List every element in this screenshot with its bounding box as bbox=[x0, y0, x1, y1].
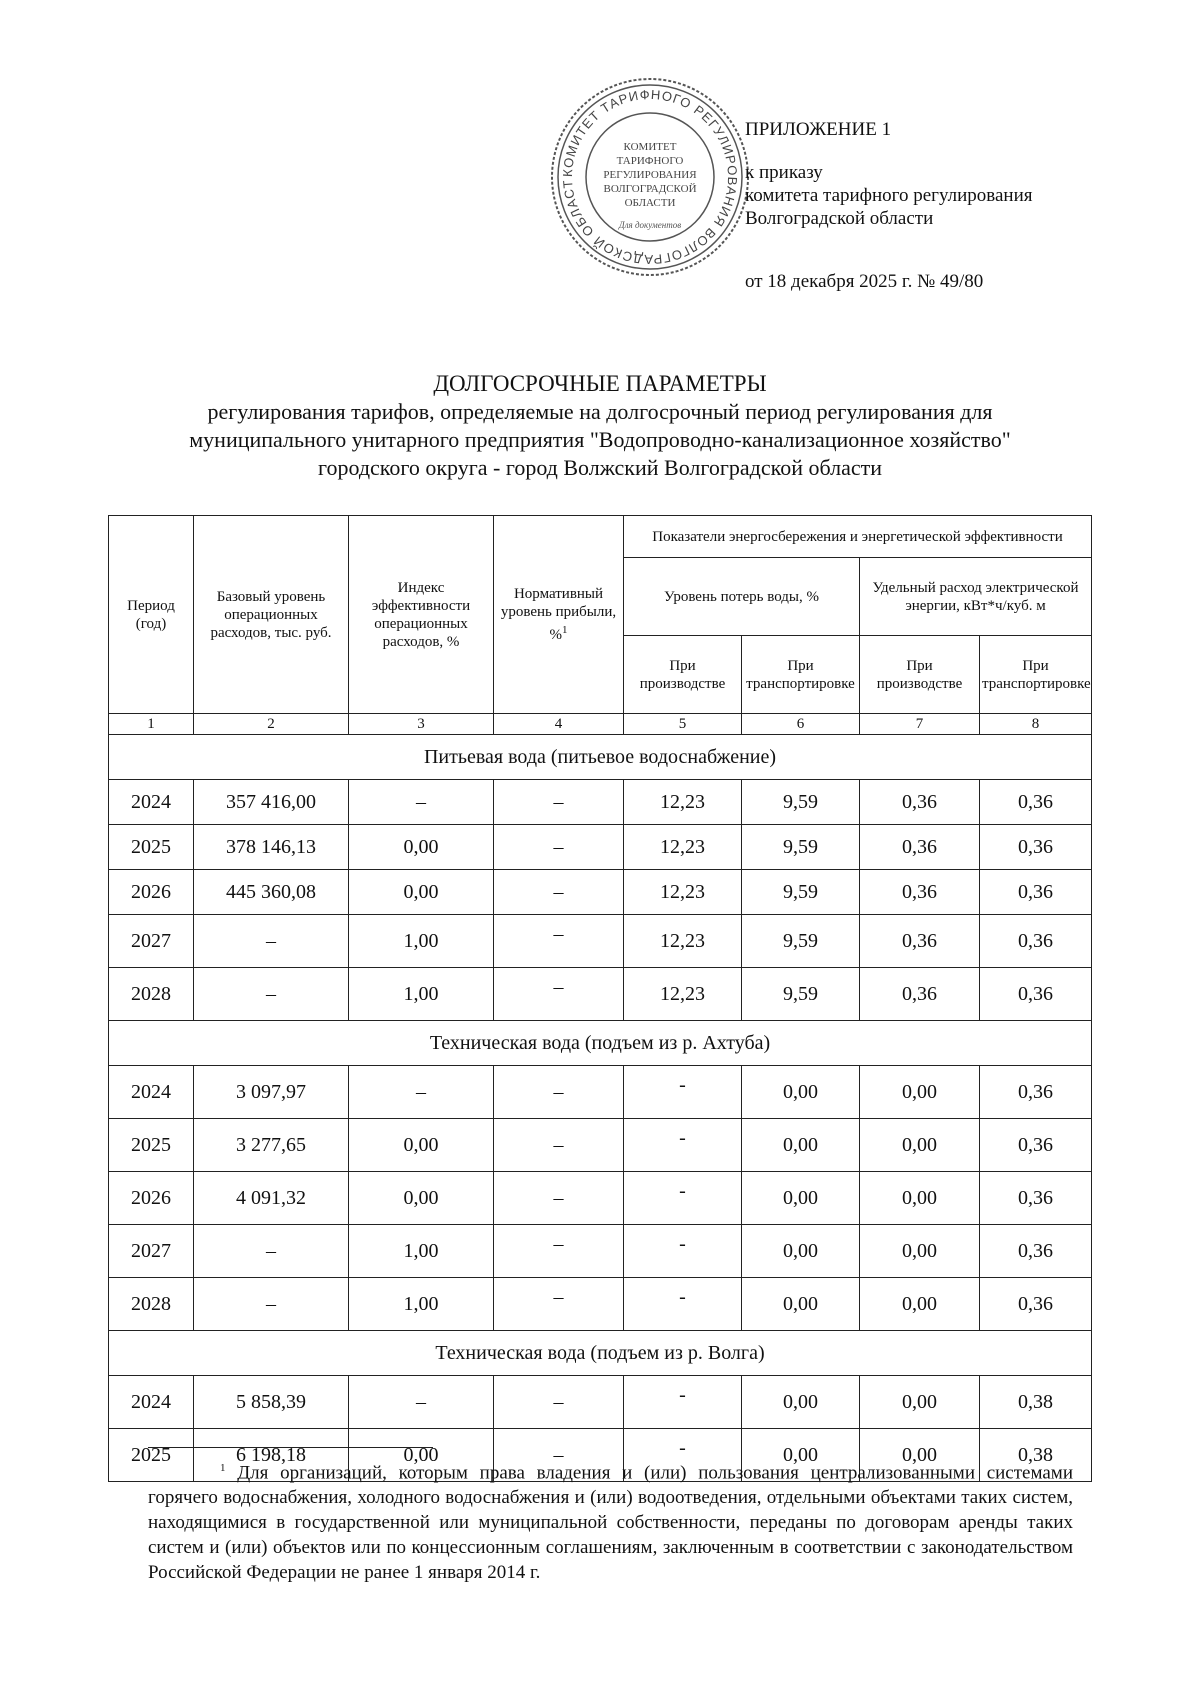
table-cell: 12,23 bbox=[624, 968, 742, 1021]
header-electric-consumption: Удельный расход электрической энергии, кВт*ч/куб. м bbox=[860, 558, 1092, 636]
table-cell: 1,00 bbox=[349, 1278, 494, 1331]
table-row bbox=[109, 825, 1092, 870]
table-row bbox=[109, 1119, 1092, 1172]
table-row bbox=[109, 1278, 1092, 1331]
table-cell: – bbox=[349, 1066, 494, 1119]
table-cell: - bbox=[624, 1172, 742, 1225]
table-cell: – bbox=[194, 1278, 349, 1331]
table-cell: 2025 bbox=[109, 1429, 194, 1482]
table-cell: 0,00 bbox=[349, 870, 494, 915]
table-cell: 0,36 bbox=[980, 915, 1092, 968]
table-cell: 9,59 bbox=[742, 968, 860, 1021]
table-cell: 0,00 bbox=[349, 1429, 494, 1482]
table-cell: – bbox=[494, 780, 624, 825]
table-cell: - bbox=[624, 1225, 742, 1278]
table-cell: 2027 bbox=[109, 915, 194, 968]
col-number: 4 bbox=[494, 714, 624, 735]
attachment-line-3: Волгоградской области bbox=[745, 208, 934, 229]
table-cell: 0,36 bbox=[860, 968, 980, 1021]
col-number: 7 bbox=[860, 714, 980, 735]
table-cell: 2028 bbox=[109, 1278, 194, 1331]
column-numbers-row bbox=[109, 714, 1092, 735]
table-cell: 0,00 bbox=[349, 1172, 494, 1225]
table-cell: – bbox=[494, 968, 624, 1021]
table-cell: 9,59 bbox=[742, 915, 860, 968]
table-row bbox=[109, 1172, 1092, 1225]
header-water-losses: Уровень потерь воды, % bbox=[624, 558, 860, 636]
table-cell: 445 360,08 bbox=[194, 870, 349, 915]
header-losses-transport: При транспортировке bbox=[742, 636, 860, 714]
table-cell: 1,00 bbox=[349, 968, 494, 1021]
stamp-ring-text: КОМИТЕТ ТАРИФНОГО РЕГУЛИРОВАНИЯ ВОЛГОГРАДСКОЙ ОБЛАСТ bbox=[559, 86, 741, 268]
table-cell: 0,00 bbox=[860, 1225, 980, 1278]
header-base-level: Базовый уровень операционных расходов, тыс. руб. bbox=[194, 516, 349, 714]
stamp-line-4: ВОЛГОГРАДСКОЙ bbox=[603, 183, 697, 195]
footnote-marker: 1 bbox=[220, 1462, 226, 1474]
table-cell: – bbox=[349, 780, 494, 825]
table-cell: 0,36 bbox=[980, 870, 1092, 915]
table-cell: – bbox=[494, 915, 624, 968]
section-row bbox=[109, 1331, 1092, 1376]
attachment-label: ПРИЛОЖЕНИЕ 1 bbox=[745, 119, 892, 140]
table-cell: 9,59 bbox=[742, 825, 860, 870]
table-row bbox=[109, 1225, 1092, 1278]
table-cell: 4 091,32 bbox=[194, 1172, 349, 1225]
table-cell: 0,36 bbox=[980, 1278, 1092, 1331]
stamp-line-5: ОБЛАСТИ bbox=[624, 197, 676, 209]
table-cell: – bbox=[494, 1066, 624, 1119]
stamp-line-3: РЕГУЛИРОВАНИЯ bbox=[603, 169, 697, 181]
table-cell: 9,59 bbox=[742, 780, 860, 825]
table-cell: 2024 bbox=[109, 780, 194, 825]
table-cell: 0,36 bbox=[860, 915, 980, 968]
attachment-header bbox=[745, 118, 1033, 293]
table-cell: 0,00 bbox=[742, 1066, 860, 1119]
col-number: 1 bbox=[109, 714, 194, 735]
table-cell: 0,36 bbox=[980, 968, 1092, 1021]
footnote-text: Для организаций, которым права владения и (или) пользования централизованными системами горячего водоснабжения, холодного водоснабжения и (или) водоотведения, отдельными объектами таких систем, находящимися в государственной или муниципальной собственности, переданы по договорам аренды таких систем и (или) объектов или по концессионным соглашениям, заключенным в соответствии с законодательством Российской Федерации не ранее 1 января 2014 г. bbox=[148, 1462, 1073, 1584]
table-cell: 0,00 bbox=[860, 1172, 980, 1225]
header-profit-text: Нормативный уровень прибыли, % bbox=[500, 586, 617, 643]
header-energy-group: Показатели энергосбережения и энергетической эффективности bbox=[624, 516, 1092, 558]
header-electric-production: При производстве bbox=[860, 636, 980, 714]
table-cell: - bbox=[624, 1429, 742, 1482]
attachment-date: от 18 декабря 2025 г. № 49/80 bbox=[745, 271, 984, 292]
table-cell: 0,36 bbox=[980, 1066, 1092, 1119]
table-cell: 2024 bbox=[109, 1066, 194, 1119]
table-cell: 3 097,97 bbox=[194, 1066, 349, 1119]
table-cell: 2028 bbox=[109, 968, 194, 1021]
table-cell: 2024 bbox=[109, 1376, 194, 1429]
table-cell: 378 146,13 bbox=[194, 825, 349, 870]
table-cell: 0,00 bbox=[349, 1119, 494, 1172]
stamp-line-2: ТАРИФНОГО bbox=[616, 155, 684, 167]
table-cell: 0,00 bbox=[860, 1278, 980, 1331]
table-cell: 0,00 bbox=[860, 1066, 980, 1119]
table-row bbox=[109, 1376, 1092, 1429]
table-cell: 0,00 bbox=[742, 1172, 860, 1225]
table-cell: - bbox=[624, 1066, 742, 1119]
table-cell: - bbox=[624, 1278, 742, 1331]
table-cell: 0,36 bbox=[860, 825, 980, 870]
table-cell: 1,00 bbox=[349, 1225, 494, 1278]
table-cell: 0,36 bbox=[980, 1225, 1092, 1278]
table-cell: – bbox=[194, 915, 349, 968]
header-efficiency-index: Индекс эффективности операционных расходов, % bbox=[349, 516, 494, 714]
table-row bbox=[109, 780, 1092, 825]
table-cell: – bbox=[194, 968, 349, 1021]
table-cell: – bbox=[349, 1376, 494, 1429]
section-row bbox=[109, 1021, 1092, 1066]
col-number: 5 bbox=[624, 714, 742, 735]
table-cell: 0,00 bbox=[349, 825, 494, 870]
table-cell: 0,36 bbox=[860, 780, 980, 825]
footnote-divider bbox=[148, 1447, 433, 1448]
table-cell: – bbox=[494, 1225, 624, 1278]
table-cell: 12,23 bbox=[624, 780, 742, 825]
header-electric-transport: При транспортировке bbox=[980, 636, 1092, 714]
table-cell: 0,36 bbox=[980, 780, 1092, 825]
table-cell: – bbox=[494, 1172, 624, 1225]
table-cell: 0,36 bbox=[980, 825, 1092, 870]
table-cell: 0,00 bbox=[860, 1429, 980, 1482]
col-number: 3 bbox=[349, 714, 494, 735]
table-cell: 2025 bbox=[109, 1119, 194, 1172]
table-cell: 0,00 bbox=[742, 1119, 860, 1172]
table-cell: 0,36 bbox=[860, 870, 980, 915]
attachment-line-2: комитета тарифного регулирования bbox=[745, 185, 1033, 206]
document-title bbox=[60, 370, 1140, 482]
parameters-table bbox=[108, 515, 1092, 1482]
table-cell: – bbox=[494, 1119, 624, 1172]
section-title: Техническая вода (подъем из р. Волга) bbox=[109, 1331, 1092, 1376]
table-cell: 0,00 bbox=[860, 1376, 980, 1429]
header-losses-production: При производстве bbox=[624, 636, 742, 714]
table-cell: 2026 bbox=[109, 870, 194, 915]
footnote-marker-ref: 1 bbox=[562, 624, 568, 636]
table-cell: - bbox=[624, 1119, 742, 1172]
table-cell: 9,59 bbox=[742, 870, 860, 915]
table-row bbox=[109, 915, 1092, 968]
stamp-bottom-text: Для документов bbox=[618, 220, 682, 230]
table-cell: – bbox=[494, 825, 624, 870]
col-number: 6 bbox=[742, 714, 860, 735]
table-cell: – bbox=[494, 1376, 624, 1429]
title-line-2: муниципального унитарного предприятия "Водопроводно-канализационное хозяйство" bbox=[189, 427, 1011, 452]
stamp-seal-graphic bbox=[545, 72, 755, 282]
table-row bbox=[109, 1066, 1092, 1119]
table-cell: 0,00 bbox=[860, 1119, 980, 1172]
col-number: 2 bbox=[194, 714, 349, 735]
table-cell: 12,23 bbox=[624, 825, 742, 870]
table-body bbox=[109, 735, 1092, 1482]
table-cell: 0,00 bbox=[742, 1376, 860, 1429]
table-cell: 2027 bbox=[109, 1225, 194, 1278]
section-title: Техническая вода (подъем из р. Ахтуба) bbox=[109, 1021, 1092, 1066]
table-cell: 0,36 bbox=[980, 1119, 1092, 1172]
table-row bbox=[109, 870, 1092, 915]
table-cell: 0,38 bbox=[980, 1429, 1092, 1482]
title-line-3: городского округа - город Волжский Волгоградской области bbox=[317, 455, 883, 480]
table-cell: 5 858,39 bbox=[194, 1376, 349, 1429]
section-row bbox=[109, 735, 1092, 780]
title-main: ДОЛГОСРОЧНЫЕ ПАРАМЕТРЫ bbox=[433, 371, 767, 396]
table-cell: 0,36 bbox=[980, 1172, 1092, 1225]
table-cell: 12,23 bbox=[624, 915, 742, 968]
table-cell: – bbox=[494, 1429, 624, 1482]
table-cell: 0,00 bbox=[742, 1225, 860, 1278]
official-stamp bbox=[545, 72, 755, 282]
table-row bbox=[109, 968, 1092, 1021]
table-cell: – bbox=[494, 1278, 624, 1331]
section-title: Питьевая вода (питьевое водоснабжение) bbox=[109, 735, 1092, 780]
table-cell: 357 416,00 bbox=[194, 780, 349, 825]
col-number: 8 bbox=[980, 714, 1092, 735]
table-cell: – bbox=[194, 1225, 349, 1278]
table-cell: 6 198,18 bbox=[194, 1429, 349, 1482]
title-line-1: регулирования тарифов, определяемые на долгосрочный период регулирования для bbox=[207, 399, 993, 424]
table-cell: 2025 bbox=[109, 825, 194, 870]
table-cell: - bbox=[624, 1376, 742, 1429]
table-cell: – bbox=[494, 870, 624, 915]
header-period: Период (год) bbox=[109, 516, 194, 714]
table-cell: 1,00 bbox=[349, 915, 494, 968]
table-cell: 12,23 bbox=[624, 870, 742, 915]
table-cell: 0,38 bbox=[980, 1376, 1092, 1429]
stamp-line-1: КОМИТЕТ bbox=[623, 141, 677, 153]
table-cell: 0,00 bbox=[742, 1429, 860, 1482]
table-cell: 3 277,65 bbox=[194, 1119, 349, 1172]
table-cell: 0,00 bbox=[742, 1278, 860, 1331]
footnote bbox=[148, 1456, 1073, 1585]
attachment-line-1: к приказу bbox=[745, 162, 823, 183]
table-cell: 2026 bbox=[109, 1172, 194, 1225]
header-profit-level bbox=[494, 516, 624, 714]
